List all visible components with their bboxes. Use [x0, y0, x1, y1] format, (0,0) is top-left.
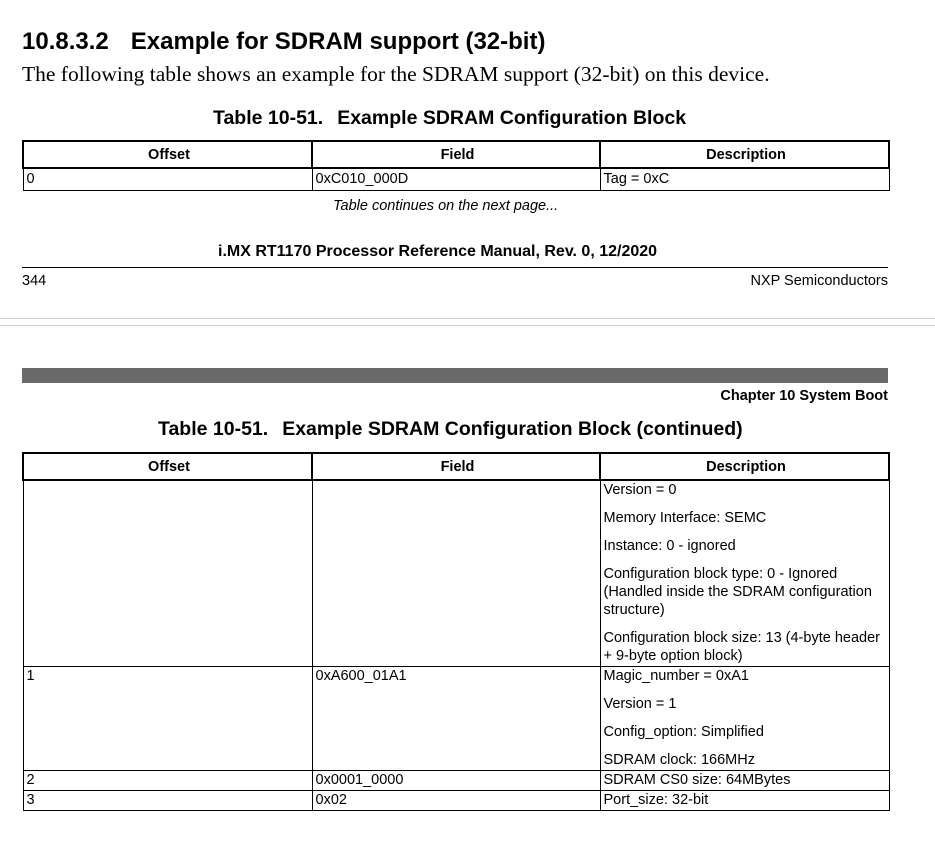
table1-caption [213, 107, 686, 130]
section-heading [22, 28, 545, 56]
description-line: Instance: 0 - ignored [603, 538, 736, 554]
page-separator [0, 325, 935, 326]
description-line: Version = 0 [603, 482, 677, 498]
table-row [23, 771, 889, 791]
footer-page-number: 344 [22, 273, 47, 289]
description-cell [600, 771, 889, 791]
description-line: Port_size: 32-bit [603, 792, 709, 808]
table2-header-row [23, 453, 889, 480]
description-cell: Tag = 0xC [600, 168, 889, 191]
offset-cell: 0 [23, 168, 312, 191]
table1-number: Table 10-51. [213, 107, 324, 129]
section-number: 10.8.3.2 [22, 28, 109, 55]
table-continues-note: Table continues on the next page... [333, 198, 559, 214]
table2 [22, 452, 890, 811]
page-separator [0, 318, 935, 319]
table1-title: Example SDRAM Configuration Block [337, 107, 687, 129]
field-cell [312, 480, 600, 667]
table1 [22, 140, 890, 191]
table2-header-description: Description [600, 453, 889, 480]
chapter-bar [22, 368, 888, 383]
table2-title: Example SDRAM Configuration Block (continued) [282, 418, 743, 440]
intro-paragraph: The following table shows an example for the SDRAM support (32-bit) on this device. [22, 62, 770, 86]
table1-header-description: Description [600, 141, 889, 168]
description-cell [600, 667, 889, 771]
table-row [23, 168, 889, 191]
description-line: Configuration block size: 13 (4-byte header + 9-byte option block) [603, 630, 880, 664]
table1-header-offset: Offset [23, 141, 312, 168]
description-line: Magic_number = 0xA1 [603, 668, 749, 684]
description-cell [600, 791, 889, 811]
table1-header-row [23, 141, 889, 168]
field-cell: 0x02 [312, 791, 600, 811]
footer-company: NXP Semiconductors [750, 273, 888, 289]
field-cell: 0x0001_0000 [312, 771, 600, 791]
table2-number: Table 10-51. [158, 418, 269, 440]
table-row [23, 480, 889, 667]
section-title: Example for SDRAM support (32-bit) [130, 28, 546, 55]
table2-header-field: Field [312, 453, 600, 480]
footer-rule [22, 267, 888, 268]
table2-caption [158, 418, 743, 441]
description-line: Memory Interface: SEMC [603, 510, 767, 526]
table-row [23, 667, 889, 771]
description-line: Config_option: Simplified [603, 724, 764, 740]
description-cell [600, 480, 889, 667]
description-line: Configuration block type: 0 - Ignored (Handled inside the SDRAM configuration structure) [603, 566, 872, 618]
offset-cell: 3 [23, 791, 312, 811]
description-line: SDRAM CS0 size: 64MBytes [603, 772, 791, 788]
table2-header-offset: Offset [23, 453, 312, 480]
field-cell: 0xC010_000D [312, 168, 600, 191]
field-cell: 0xA600_01A1 [312, 667, 600, 771]
table-row [23, 791, 889, 811]
table1-header-field: Field [312, 141, 600, 168]
footer-manual-title: i.MX RT1170 Processor Reference Manual, Rev. 0, 12/2020 [218, 243, 658, 260]
chapter-header: Chapter 10 System Boot [720, 388, 888, 404]
description-line: Version = 1 [603, 696, 677, 712]
description-line: SDRAM clock: 166MHz [603, 752, 755, 768]
offset-cell [23, 480, 312, 667]
offset-cell: 2 [23, 771, 312, 791]
offset-cell: 1 [23, 667, 312, 771]
